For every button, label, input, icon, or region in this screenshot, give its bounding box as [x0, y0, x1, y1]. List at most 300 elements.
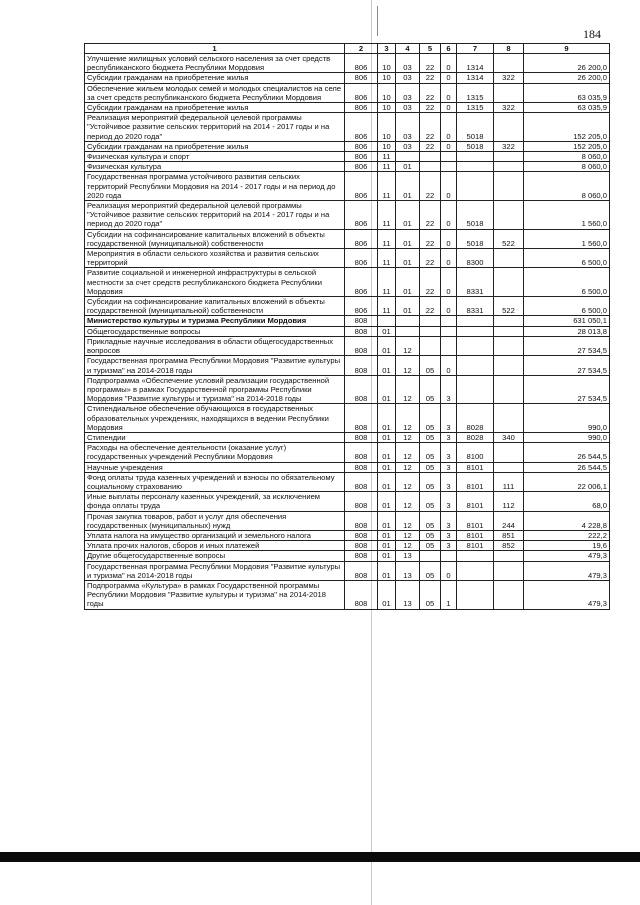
table-row: [85, 561, 610, 580]
cell-section-code: 11: [378, 162, 396, 172]
cell-amount: 4 228,8: [524, 511, 610, 530]
table-row: [85, 172, 610, 201]
cell-item-name: Другие общегосударственные вопросы: [85, 551, 345, 561]
cell-section-code: 11: [378, 229, 396, 248]
cell-subprogram-code: 3: [441, 375, 457, 404]
cell-item-name: Государственная программа Республики Мордовия "Развитие культуры и туризма" на 2014-2018 годы: [85, 561, 345, 580]
cell-expense-type: [494, 54, 524, 73]
cell-program-code: 22: [420, 103, 441, 113]
cell-expense-type: 244: [494, 511, 524, 530]
cell-expense-type: [494, 336, 524, 355]
table-row: [85, 141, 610, 151]
page-number: 184: [583, 27, 601, 41]
cell-section-code: 10: [378, 54, 396, 73]
table-row: [85, 316, 610, 326]
column-header-2: 2: [345, 44, 378, 54]
scan-fold-line-upper: [377, 6, 378, 36]
cell-subsection-code: 12: [396, 375, 420, 404]
cell-program-code: 22: [420, 172, 441, 201]
cell-subsection-code: 03: [396, 54, 420, 73]
cell-item-name: Министерство культуры и туризма Республики Мордовия: [85, 316, 345, 326]
table-row: [85, 551, 610, 561]
cell-program-code: 05: [420, 375, 441, 404]
cell-subprogram-code: 3: [441, 541, 457, 551]
cell-amount: 152 205,0: [524, 113, 610, 142]
column-header-9: 9: [524, 44, 610, 54]
cell-item-name: Государственная программа устойчивого развития сельских территорий Республики Мордовия на 2014 - 2017 годы и на период до 2020 года: [85, 172, 345, 201]
cell-ministry-code: 806: [345, 201, 378, 230]
cell-expense-type: 322: [494, 73, 524, 83]
cell-amount: 1 560,0: [524, 229, 610, 248]
cell-program-code: 22: [420, 73, 441, 83]
cell-ministry-code: 808: [345, 472, 378, 491]
cell-program-code: 22: [420, 297, 441, 316]
table-row: [85, 326, 610, 336]
cell-ministry-code: 806: [345, 54, 378, 73]
cell-section-code: 11: [378, 249, 396, 268]
cell-section-code: 01: [378, 511, 396, 530]
table-row: [85, 375, 610, 404]
cell-subprogram-code: 0: [441, 268, 457, 297]
cell-target-code: 8331: [457, 297, 494, 316]
cell-program-code: 05: [420, 404, 441, 433]
cell-ministry-code: 806: [345, 103, 378, 113]
cell-item-name: Субсидии гражданам на приобретение жилья: [85, 103, 345, 113]
cell-subprogram-code: [441, 336, 457, 355]
cell-subprogram-code: 0: [441, 356, 457, 375]
cell-target-code: [457, 326, 494, 336]
table-row: [85, 443, 610, 462]
cell-target-code: [457, 172, 494, 201]
cell-item-name: Расходы на обеспечение деятельности (оказание услуг) государственных учреждений Республики Мордовия: [85, 443, 345, 462]
cell-section-code: 11: [378, 268, 396, 297]
cell-target-code: 8028: [457, 404, 494, 433]
cell-subsection-code: 12: [396, 530, 420, 540]
cell-program-code: 05: [420, 511, 441, 530]
cell-expense-type: [494, 172, 524, 201]
cell-subprogram-code: [441, 316, 457, 326]
cell-subsection-code: 12: [396, 462, 420, 472]
cell-target-code: [457, 375, 494, 404]
cell-section-code: 11: [378, 297, 396, 316]
cell-target-code: 8101: [457, 530, 494, 540]
cell-section-code: [378, 316, 396, 326]
cell-expense-type: [494, 356, 524, 375]
cell-target-code: 8101: [457, 462, 494, 472]
cell-ministry-code: 808: [345, 551, 378, 561]
cell-program-code: 22: [420, 249, 441, 268]
cell-item-name: Развитие социальной и инженерной инфраструктуры в сельской местности за счет средств республиканского бюджета Республики Мордовия: [85, 268, 345, 297]
column-header-6: 6: [441, 44, 457, 54]
cell-target-code: 5018: [457, 229, 494, 248]
cell-expense-type: [494, 249, 524, 268]
cell-target-code: 8028: [457, 432, 494, 442]
cell-amount: 68,0: [524, 492, 610, 511]
column-header-7: 7: [457, 44, 494, 54]
cell-subprogram-code: 3: [441, 492, 457, 511]
cell-item-name: Субсидии на софинансирование капитальных вложений в объекты государственной (муниципальной) собственности: [85, 297, 345, 316]
cell-subsection-code: [396, 326, 420, 336]
cell-expense-type: 322: [494, 141, 524, 151]
table-row: [85, 541, 610, 551]
cell-subprogram-code: 0: [441, 73, 457, 83]
table-row: [85, 511, 610, 530]
cell-subprogram-code: 0: [441, 83, 457, 102]
cell-target-code: [457, 551, 494, 561]
cell-expense-type: [494, 551, 524, 561]
cell-target-code: 8101: [457, 492, 494, 511]
cell-expense-type: [494, 201, 524, 230]
cell-ministry-code: 808: [345, 404, 378, 433]
table-row: [85, 297, 610, 316]
cell-section-code: 01: [378, 432, 396, 442]
cell-program-code: 05: [420, 462, 441, 472]
cell-amount: 63 035,9: [524, 103, 610, 113]
column-header-5: 5: [420, 44, 441, 54]
cell-amount: 27 534,5: [524, 336, 610, 355]
cell-amount: 27 534,5: [524, 356, 610, 375]
cell-expense-type: 112: [494, 492, 524, 511]
cell-section-code: 10: [378, 73, 396, 83]
cell-subsection-code: 03: [396, 103, 420, 113]
cell-subprogram-code: 3: [441, 472, 457, 491]
cell-program-code: 22: [420, 201, 441, 230]
cell-subsection-code: [396, 152, 420, 162]
table-row: [85, 472, 610, 491]
cell-target-code: [457, 316, 494, 326]
cell-target-code: [457, 580, 494, 609]
cell-subsection-code: 12: [396, 404, 420, 433]
cell-subprogram-code: 0: [441, 229, 457, 248]
cell-ministry-code: 806: [345, 152, 378, 162]
cell-ministry-code: 808: [345, 530, 378, 540]
cell-section-code: 01: [378, 492, 396, 511]
cell-ministry-code: 808: [345, 356, 378, 375]
cell-expense-type: [494, 462, 524, 472]
cell-subsection-code: 01: [396, 172, 420, 201]
cell-subprogram-code: 0: [441, 249, 457, 268]
cell-target-code: [457, 336, 494, 355]
table-row: [85, 229, 610, 248]
table-row: [85, 580, 610, 609]
cell-amount: 6 500,0: [524, 249, 610, 268]
cell-expense-type: 851: [494, 530, 524, 540]
cell-target-code: 5018: [457, 201, 494, 230]
cell-program-code: 05: [420, 472, 441, 491]
table-row: [85, 103, 610, 113]
cell-subsection-code: 01: [396, 201, 420, 230]
cell-program-code: 22: [420, 54, 441, 73]
cell-amount: 631 050,1: [524, 316, 610, 326]
cell-subsection-code: 12: [396, 511, 420, 530]
cell-target-code: [457, 356, 494, 375]
cell-amount: 222,2: [524, 530, 610, 540]
cell-item-name: Научные учреждения: [85, 462, 345, 472]
cell-program-code: [420, 162, 441, 172]
cell-program-code: 22: [420, 229, 441, 248]
cell-expense-type: [494, 375, 524, 404]
cell-subsection-code: 12: [396, 356, 420, 375]
cell-section-code: 10: [378, 83, 396, 102]
cell-section-code: 01: [378, 530, 396, 540]
cell-subprogram-code: 3: [441, 511, 457, 530]
cell-ministry-code: 808: [345, 580, 378, 609]
cell-ministry-code: 808: [345, 316, 378, 326]
cell-program-code: 05: [420, 580, 441, 609]
cell-target-code: 8101: [457, 472, 494, 491]
cell-ministry-code: 808: [345, 511, 378, 530]
cell-expense-type: [494, 561, 524, 580]
cell-section-code: 10: [378, 103, 396, 113]
cell-subsection-code: 13: [396, 561, 420, 580]
cell-program-code: 22: [420, 113, 441, 142]
cell-subprogram-code: [441, 152, 457, 162]
cell-item-name: Прочая закупка товаров, работ и услуг для обеспечения государственных (муниципальных) нужд: [85, 511, 345, 530]
cell-subsection-code: 12: [396, 472, 420, 491]
table-row: [85, 249, 610, 268]
cell-amount: 8 060,0: [524, 162, 610, 172]
cell-section-code: 01: [378, 443, 396, 462]
cell-amount: 152 205,0: [524, 141, 610, 151]
cell-subprogram-code: 0: [441, 113, 457, 142]
cell-subsection-code: 01: [396, 249, 420, 268]
cell-expense-type: [494, 580, 524, 609]
cell-target-code: 8100: [457, 443, 494, 462]
cell-expense-type: [494, 113, 524, 142]
cell-program-code: 22: [420, 141, 441, 151]
cell-section-code: 01: [378, 472, 396, 491]
cell-expense-type: 852: [494, 541, 524, 551]
cell-ministry-code: 808: [345, 326, 378, 336]
cell-section-code: 01: [378, 375, 396, 404]
column-header-1: 1: [85, 44, 345, 54]
cell-subsection-code: 13: [396, 551, 420, 561]
cell-item-name: Субсидии гражданам на приобретение жилья: [85, 141, 345, 151]
cell-ministry-code: 806: [345, 83, 378, 102]
cell-subprogram-code: 0: [441, 297, 457, 316]
cell-ministry-code: 808: [345, 336, 378, 355]
cell-ministry-code: 806: [345, 268, 378, 297]
cell-target-code: 5018: [457, 113, 494, 142]
scan-bottom-edge: [0, 852, 640, 862]
cell-item-name: Иные выплаты персоналу казенных учреждений, за исключением фонда оплаты труда: [85, 492, 345, 511]
cell-ministry-code: 806: [345, 113, 378, 142]
cell-expense-type: 111: [494, 472, 524, 491]
cell-program-code: [420, 336, 441, 355]
cell-item-name: Физическая культура и спорт: [85, 152, 345, 162]
cell-item-name: Физическая культура: [85, 162, 345, 172]
cell-expense-type: [494, 83, 524, 102]
table-row: [85, 530, 610, 540]
table-row: [85, 162, 610, 172]
cell-ministry-code: 808: [345, 492, 378, 511]
cell-program-code: [420, 152, 441, 162]
cell-ministry-code: 808: [345, 432, 378, 442]
cell-subsection-code: 03: [396, 141, 420, 151]
cell-target-code: 1315: [457, 83, 494, 102]
cell-target-code: 1314: [457, 54, 494, 73]
cell-subsection-code: 01: [396, 268, 420, 297]
table-row: [85, 432, 610, 442]
cell-subsection-code: 12: [396, 541, 420, 551]
cell-amount: 22 006,1: [524, 472, 610, 491]
cell-item-name: Стипендиальное обеспечение обучающихся в государственных образовательных учреждениях, находящихся в ведении Республики Мордовия: [85, 404, 345, 433]
cell-subprogram-code: [441, 162, 457, 172]
column-header-8: 8: [494, 44, 524, 54]
cell-subsection-code: 12: [396, 432, 420, 442]
cell-target-code: 8331: [457, 268, 494, 297]
cell-subsection-code: [396, 316, 420, 326]
cell-subprogram-code: [441, 551, 457, 561]
cell-item-name: Мероприятия в области сельского хозяйства и развития сельских территорий: [85, 249, 345, 268]
cell-subsection-code: 01: [396, 297, 420, 316]
cell-amount: 479,3: [524, 580, 610, 609]
cell-ministry-code: 806: [345, 162, 378, 172]
cell-amount: 26 544,5: [524, 462, 610, 472]
table-row: [85, 83, 610, 102]
cell-section-code: 01: [378, 404, 396, 433]
cell-expense-type: [494, 268, 524, 297]
cell-amount: 26 200,0: [524, 54, 610, 73]
cell-subprogram-code: 3: [441, 530, 457, 540]
cell-target-code: 1314: [457, 73, 494, 83]
cell-target-code: [457, 162, 494, 172]
cell-item-name: Уплата налога на имущество организаций и земельного налога: [85, 530, 345, 540]
cell-amount: 479,3: [524, 551, 610, 561]
cell-program-code: 05: [420, 541, 441, 551]
cell-subprogram-code: 0: [441, 141, 457, 151]
cell-amount: 479,3: [524, 561, 610, 580]
cell-program-code: [420, 326, 441, 336]
cell-ministry-code: 808: [345, 443, 378, 462]
cell-section-code: 01: [378, 561, 396, 580]
cell-subprogram-code: 3: [441, 443, 457, 462]
cell-expense-type: [494, 316, 524, 326]
cell-subsection-code: 12: [396, 443, 420, 462]
cell-program-code: 05: [420, 530, 441, 540]
table-row: [85, 268, 610, 297]
cell-section-code: 10: [378, 113, 396, 142]
cell-subsection-code: 03: [396, 83, 420, 102]
cell-ministry-code: 808: [345, 462, 378, 472]
cell-subprogram-code: 1: [441, 580, 457, 609]
cell-section-code: 11: [378, 172, 396, 201]
cell-section-code: 10: [378, 141, 396, 151]
cell-item-name: Подпрограмма «Культура» в рамках Государственной программы Республики Мордовия "Развитие культуры и туризма" на 2014-2018 годы: [85, 580, 345, 609]
cell-expense-type: [494, 326, 524, 336]
cell-target-code: 8300: [457, 249, 494, 268]
cell-target-code: 1315: [457, 103, 494, 113]
cell-program-code: [420, 316, 441, 326]
cell-section-code: 01: [378, 326, 396, 336]
table-row: [85, 356, 610, 375]
cell-item-name: Подпрограмма «Обеспечение условий реализации государственной программы» в рамках Государственной программы Республики Мордовия "Развитие культуры и туризма" на 2014-2018 годы: [85, 375, 345, 404]
cell-ministry-code: 806: [345, 172, 378, 201]
cell-expense-type: 322: [494, 103, 524, 113]
cell-program-code: 05: [420, 492, 441, 511]
cell-subprogram-code: 3: [441, 462, 457, 472]
cell-subsection-code: 12: [396, 492, 420, 511]
cell-ministry-code: 806: [345, 249, 378, 268]
table-body: [85, 54, 610, 610]
cell-expense-type: 340: [494, 432, 524, 442]
cell-item-name: Субсидии на софинансирование капитальных вложений в объекты государственной (муниципальной) собственности: [85, 229, 345, 248]
cell-section-code: 01: [378, 462, 396, 472]
cell-section-code: 01: [378, 336, 396, 355]
cell-item-name: Фонд оплаты труда казенных учреждений и взносы по обязательному социальному страхованию: [85, 472, 345, 491]
table-row: [85, 113, 610, 142]
cell-amount: 8 060,0: [524, 172, 610, 201]
cell-amount: 6 500,0: [524, 297, 610, 316]
cell-ministry-code: 806: [345, 229, 378, 248]
cell-expense-type: 522: [494, 229, 524, 248]
table-row: [85, 54, 610, 73]
cell-program-code: 22: [420, 268, 441, 297]
cell-subprogram-code: 3: [441, 432, 457, 442]
cell-ministry-code: 808: [345, 561, 378, 580]
cell-target-code: 8101: [457, 511, 494, 530]
cell-subsection-code: 03: [396, 73, 420, 83]
column-header-4: 4: [396, 44, 420, 54]
cell-subsection-code: 01: [396, 162, 420, 172]
table-row: [85, 73, 610, 83]
cell-item-name: Субсидии гражданам на приобретение жилья: [85, 73, 345, 83]
cell-program-code: 05: [420, 443, 441, 462]
cell-item-name: Обеспечение жильем молодых семей и молодых специалистов на селе за счет средств республиканского бюджета Республики Мордовия: [85, 83, 345, 102]
cell-expense-type: [494, 404, 524, 433]
table-row: [85, 492, 610, 511]
cell-amount: 27 534,5: [524, 375, 610, 404]
cell-expense-type: [494, 443, 524, 462]
cell-item-name: Реализация мероприятий федеральной целевой программы "Устойчивое развитие сельских территорий на 2014 - 2017 годы и на период до 2020 года": [85, 113, 345, 142]
cell-ministry-code: 806: [345, 73, 378, 83]
cell-item-name: Реализация мероприятий федеральной целевой программы "Устойчивое развитие сельских территорий на 2014 - 2017 годы и на период до 2020 года": [85, 201, 345, 230]
cell-subsection-code: 13: [396, 580, 420, 609]
cell-amount: 26 200,0: [524, 73, 610, 83]
cell-amount: 8 060,0: [524, 152, 610, 162]
cell-subprogram-code: 0: [441, 103, 457, 113]
table-row: [85, 201, 610, 230]
cell-item-name: Уплата прочих налогов, сборов и иных платежей: [85, 541, 345, 551]
cell-subsection-code: 01: [396, 229, 420, 248]
cell-subsection-code: 03: [396, 113, 420, 142]
cell-subprogram-code: 3: [441, 404, 457, 433]
table-row: [85, 336, 610, 355]
cell-ministry-code: 808: [345, 375, 378, 404]
cell-subprogram-code: [441, 326, 457, 336]
cell-item-name: Государственная программа Республики Мордовия "Развитие культуры и туризма" на 2014-2018 годы: [85, 356, 345, 375]
cell-expense-type: 522: [494, 297, 524, 316]
cell-program-code: 05: [420, 432, 441, 442]
cell-amount: 990,0: [524, 432, 610, 442]
cell-program-code: [420, 551, 441, 561]
cell-item-name: Общегосударственные вопросы: [85, 326, 345, 336]
cell-subsection-code: 12: [396, 336, 420, 355]
table-row: [85, 462, 610, 472]
cell-item-name: Стипендии: [85, 432, 345, 442]
cell-program-code: 05: [420, 356, 441, 375]
cell-item-name: Улучшение жилищных условий сельского населения за счет средств республиканского бюджета Республики Мордовия: [85, 54, 345, 73]
cell-amount: 6 500,0: [524, 268, 610, 297]
cell-subprogram-code: 0: [441, 172, 457, 201]
cell-section-code: 11: [378, 152, 396, 162]
cell-section-code: 11: [378, 201, 396, 230]
cell-amount: 26 544,5: [524, 443, 610, 462]
cell-target-code: 5018: [457, 141, 494, 151]
table-row: [85, 152, 610, 162]
cell-target-code: [457, 561, 494, 580]
cell-target-code: 8101: [457, 541, 494, 551]
